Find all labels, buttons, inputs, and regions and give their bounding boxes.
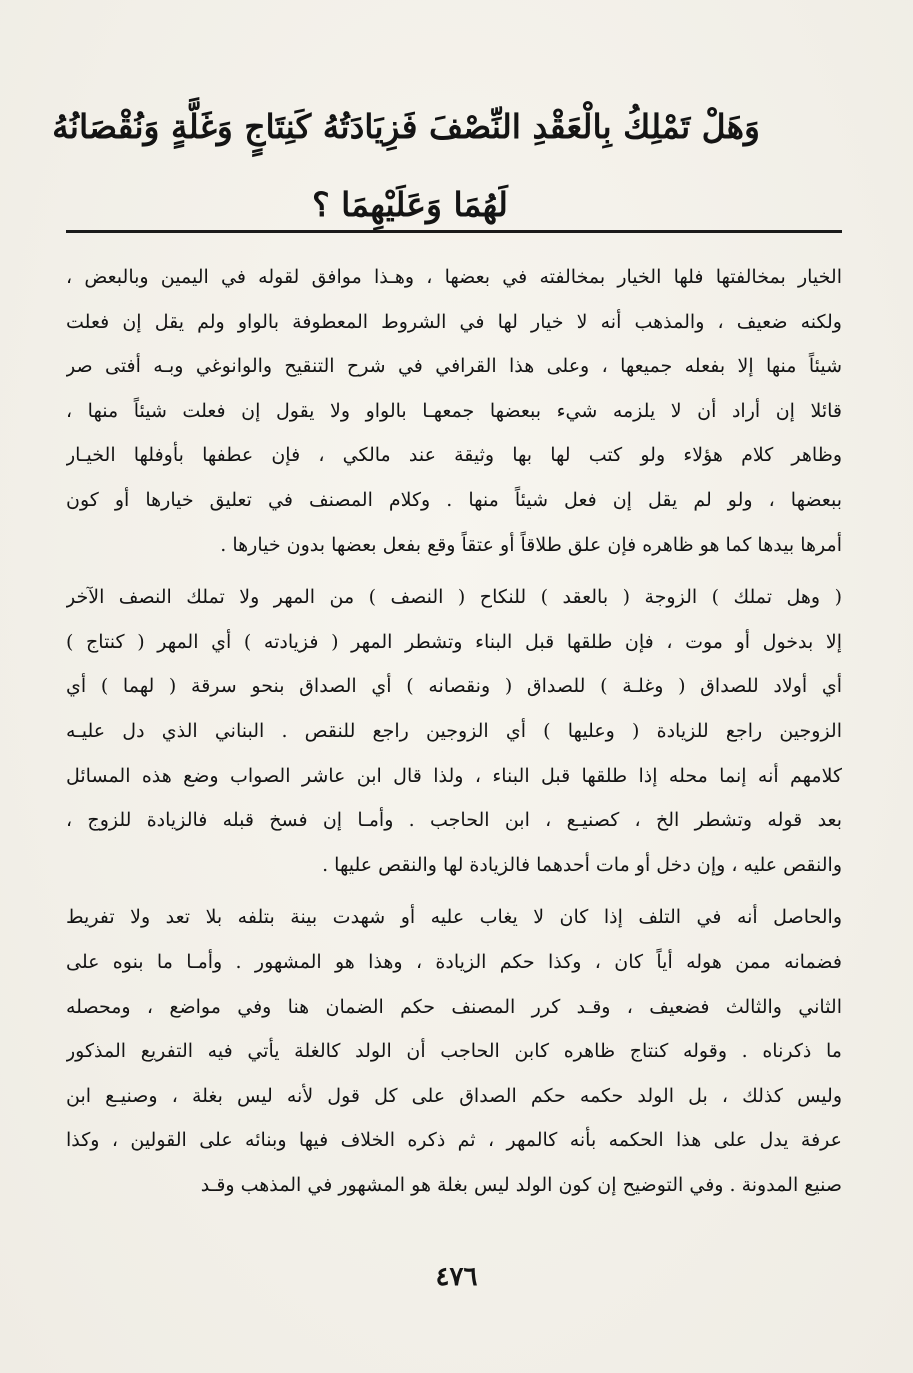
text-line: قائلا إن أراد أن لا يلزمه شيء ببعضها جمعهـا بالواو ولا يقول إن فعلت شيئاً منها ،	[66, 399, 842, 422]
text-line: وظاهر كلام هؤلاء ولو كتب لها بها وثيقة عند مالكي ، فإن عطفها بأوفلها الخيـار	[66, 444, 842, 467]
text-line: وليس كذلك ، بل الولد حكمه حكم الصداق على كل قول لأنه ليس بغلة ، وصنيـع ابن	[66, 1084, 842, 1107]
text-line: إلا بدخول أو موت ، فإن طلقها قبل البناء وتشطر المهر ( فزيادته ) أي المهر ( كنتاج )	[66, 630, 842, 653]
text-line: ما ذكرناه . وقوله كنتاج ظاهره كابن الحاجب أن الولد كالغلة يأتي فيه التفريع المذكور	[66, 1040, 842, 1063]
text-line: الزوجين راجع للزيادة ( وعليها ) أي الزوجين راجع للنقص . البناني الذي دل عليـه	[66, 719, 842, 742]
paragraph	[66, 255, 842, 567]
text-line: والنقص عليه ، وإن دخل أو مات أحدهما فالزيادة لها والنقص عليها .	[322, 853, 842, 876]
text-line: فضمانه ممن هوله أياً كان ، وكذا حكم الزيادة ، وهذا هو المشهور . وأمـا ما بنوه على	[66, 950, 842, 973]
text-line: ( وهل تملك ) الزوجة ( بالعقد ) للنكاح ( النصف ) من المهر ولا تملك النصف الآخر	[66, 586, 842, 609]
heading-line-1: وَهَلْ تَمْلِكُ بِالْعَقْدِ النِّصْفَ فَزِيَادَتُهُ كَنِتَاجٍ وَغَلَّةٍ وَنُقْصَانُهُ	[52, 107, 760, 146]
text-line: بعد قوله وتشطر الخ ، كصنيـع ، ابن الحاجب . وأمـا إن فسخ قبله فالزيادة للزوج ،	[66, 809, 842, 832]
text-line: صنيع المدونة . وفي التوضيح إن كون الولد ليس بغلة هو المشهور في المذهب وقـد	[200, 1173, 842, 1196]
section-heading	[52, 88, 760, 244]
paragraph	[66, 575, 842, 887]
text-line: أمرها بيدها كما هو ظاهره فإن علق طلاقاً أو عتقاً وقع بفعل بعضها بدون خيارها .	[220, 533, 842, 556]
text-line: والحاصل أنه في التلف إذا كان لا يغاب عليه أو شهدت بينة بتلفه بلا تعد ولا تفريط	[66, 906, 842, 929]
text-line: الثاني والثالث فضعيف ، وقـد كرر المصنف حكم الضمان هنا وفي مواضع ، ومحصله	[66, 995, 842, 1018]
commentary-body	[66, 255, 842, 1207]
text-line: الخيار بمخالفتها فلها الخيار بمخالفته في بعضها ، وهـذا موافق لقوله في اليمين وبالبعض ،	[66, 266, 842, 288]
paragraph	[66, 895, 842, 1207]
page-number: ٤٧٦	[435, 1262, 478, 1292]
text-line: شيئاً منها إلا بفعله جميعها ، وعلى هذا القرافي في شرح التنقيح والوانوغي وبـه أفتى صر	[66, 355, 842, 378]
heading-line-2: لَهُمَا وَعَلَيْهِمَا ؟	[312, 185, 508, 224]
text-line: عرفة يدل على هذا الحكمه بأنه كالمهر ، ثم ذكره الخلاف فيها وبنائه على القولين ، وكذا	[66, 1129, 842, 1152]
heading-divider	[66, 230, 842, 233]
text-line: كلامهم أنه إنما محله إذا طلقها قبل البناء ، ولذا قال ابن عاشر الصواب وضع هذه المسائل	[66, 764, 842, 787]
text-line: أي أولاد للصداق ( وغلـة ) للصداق ( ونقصانه ) أي الصداق بنحو سرقة ( لهما ) أي	[66, 675, 842, 698]
text-line: ولكنه ضعيف ، والمذهب أنه لا خيار لها في الشروط المعطوفة بالواو ولم يقل إن فعلت	[66, 310, 842, 333]
text-line: ببعضها ، ولو لم يقل إن فعل شيئاً منها . وكلام المصنف في تعليق خيارها أو كون	[66, 488, 842, 511]
